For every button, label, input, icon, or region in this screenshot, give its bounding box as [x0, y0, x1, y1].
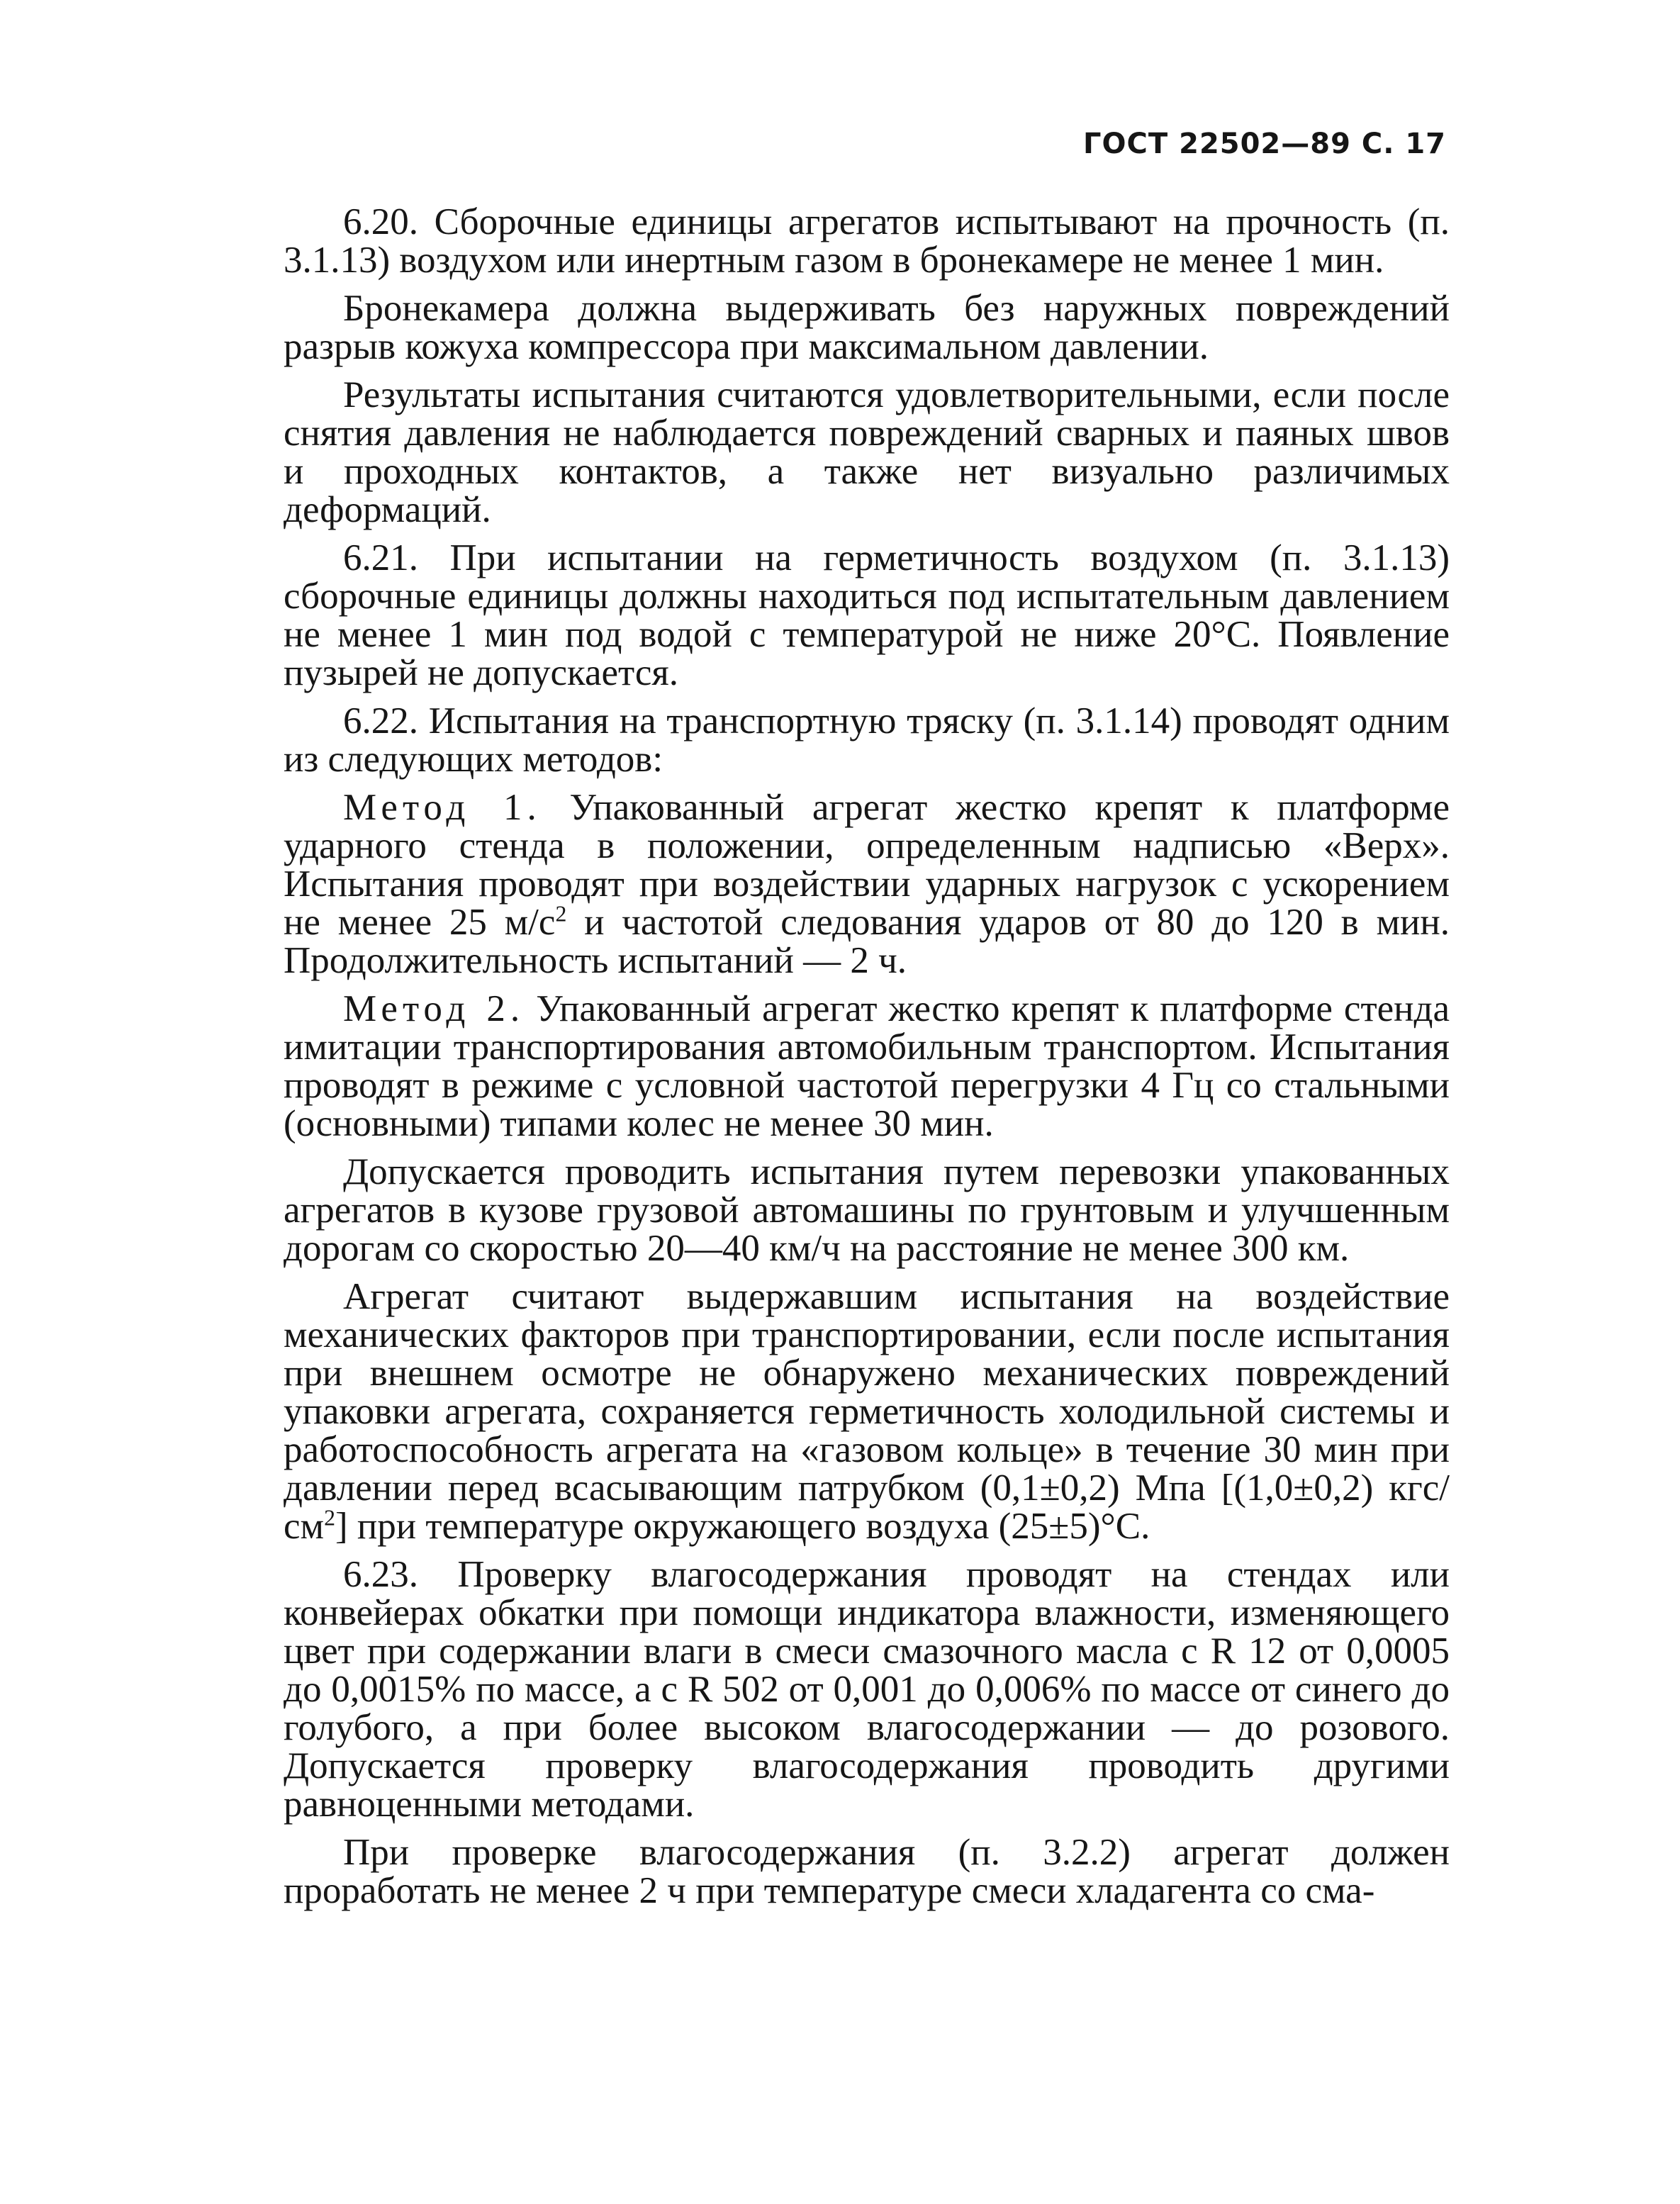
- document-body: [284, 203, 1450, 1910]
- paragraph-moisture-check: При проверке влагосодержания (п. 3.2.2) агрегат должен проработать не менее 2 ч при температуре смеси хладагента со сма-: [284, 1832, 1450, 1911]
- paragraph-6-23: 6.23. Проверку влагосодержания проводят на стендах или конвейерах обкатки при помощи индикатора влажности, изменяющего цвет при содержании влаги в смеси смазочного масла с R 12 от 0,0005 до 0,0015% по массе, а с R 502 от 0,001 до 0,006% по массе от синего до голубого, а при более высоком влагосодержании — до розового. Допускается проверку влагосодержания проводить другими равноценными методами.: [284, 1554, 1450, 1825]
- paragraph-armored-chamber: Бронекамера должна выдерживать без наружных повреждений разрыв кожуха компрессора при максимальном давлении.: [284, 288, 1450, 367]
- paragraph-6-22: 6.22. Испытания на транспортную тряску (п. 3.1.14) проводят одним из следующих методов:: [284, 700, 1450, 780]
- paragraph-method-1: [284, 788, 1450, 980]
- paragraph-6-21: 6.21. При испытании на герметичность воздухом (п. 3.1.13) сборочные единицы должны находиться под испытательным давлением не менее 1 мин под водой с температурой не ниже 20°С. Появление пузырей не допускается.: [284, 537, 1450, 693]
- paragraph-method-2: [284, 990, 1450, 1143]
- method-1-superscript: 2: [555, 901, 567, 927]
- method-2-label: Метод 2.: [343, 988, 525, 1029]
- paragraph-mechanical-factors: [284, 1277, 1450, 1545]
- method-1-label: Метод 1.: [343, 787, 542, 828]
- paragraph-truck-transport: Допускается проводить испытания путем перевозки упакованных агрегатов в кузове грузовой автомашины по грунтовым и улучшенным дорогам со скоростью 20—40 км/ч на расстояние не менее 300 км.: [284, 1151, 1450, 1269]
- method-1-text-b: и частотой следования ударов от 80 до 120 в мин. Продолжительность испытаний — 2 ч.: [284, 902, 1450, 981]
- mechanical-factors-text-b: ] при температуре окружающего воздуха (25±5)°С.: [335, 1506, 1150, 1547]
- mechanical-factors-text-a: Агрегат считают выдержавшим испытания на воздействие механических факторов при транспортировании, если после испытания при внешнем осмотре не обнаружено механических повреждений упаковки агрегата, сохраняется герметичность холодильной системы и работоспособность агрегата на «газовом кольце» в течение 30 мин при давлении перед всасывающим патрубком (0,1±0,2) Мпа [(1,0±0,2) кгс/см: [284, 1276, 1450, 1547]
- method-1-text-a: Упакованный агрегат жестко крепят к платформе ударного стенда в положении, определенным надписью «Верх». Испытания проводят при воздействии ударных нагрузок с ускорением не менее 25 м/с: [284, 787, 1450, 943]
- method-2-text: Упакованный агрегат жестко крепят к платформе стенда имитации транспортирования автомобильным транспортом. Испытания проводят в режиме с условной частотой перегрузки 4 Гц со стальными (основными) типами колес не менее 30 мин.: [284, 988, 1450, 1144]
- mechanical-factors-superscript: 2: [324, 1505, 335, 1531]
- page-header: ГОСТ 22502—89 С. 17: [1083, 128, 1446, 160]
- paragraph-test-results: Результаты испытания считаются удовлетворительными, если после снятия давления не наблюдается повреждений сварных и паяных швов и проходных контактов, а также нет визуально различимых деформаций.: [284, 374, 1450, 530]
- paragraph-6-20: 6.20. Сборочные единицы агрегатов испытывают на прочность (п. 3.1.13) воздухом или инертным газом в бронекамере не менее 1 мин.: [284, 201, 1450, 281]
